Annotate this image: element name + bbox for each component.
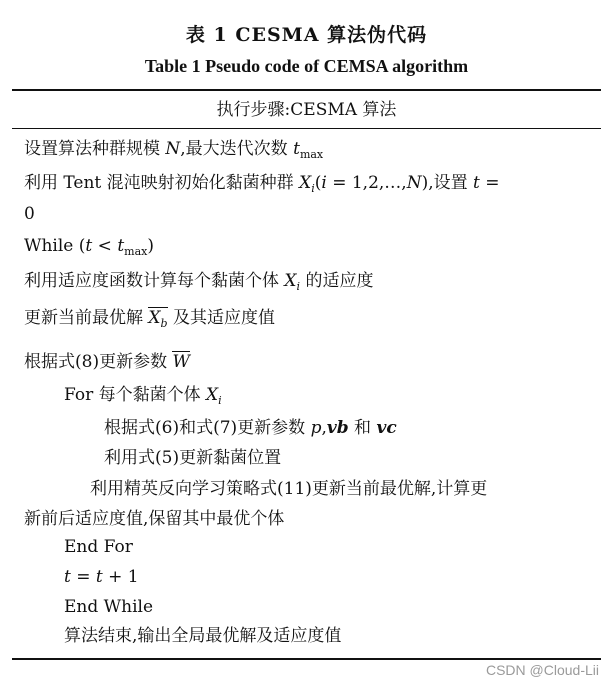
top-rule: [12, 89, 601, 91]
code-line-1: 设置算法种群规模 N,最大迭代次数 $t_{max}$: [24, 139, 324, 161]
code-line-fitness: 利用适应度函数计算每个黏菌个体 $X_i$ 的适应度: [24, 271, 374, 293]
code-line-end-while: End While: [64, 597, 154, 617]
table-title-english: Table 1 Pseudo code of CEMSA algorithm: [144, 56, 469, 76]
code-line-2: 利用 Tent 混沌映射初始化黏菌种群 $X_i(i$ = 1,2,…,N),设置 t =: [24, 173, 500, 195]
table-header: 执行步骤:CESMA 算法: [216, 100, 397, 120]
watermark: CSDN @Cloud-Lii: [485, 662, 599, 678]
code-line-increment: t = t + 1: [64, 567, 139, 587]
code-line-update-w: 根据式(8)更新参数 W: [24, 352, 190, 372]
code-line-while: While $(t < t_{max})$: [24, 236, 154, 258]
code-line-update-best: 更新当前最优解 $X_b$ 及其适应度值: [24, 307, 275, 333]
code-line-end-for: End For: [64, 537, 133, 557]
code-line-3: 0: [24, 204, 35, 224]
bottom-rule: [12, 658, 601, 660]
code-line-elite-1: 利用精英反向学习策略式(11)更新当前最优解,计算更: [90, 479, 488, 499]
code-line-update-position: 利用式(5)更新黏菌位置: [104, 448, 282, 468]
code-line-for: For 每个黏菌个体 $X_i$: [64, 385, 222, 407]
code-line-update-params: 根据式(6)和式(7)更新参数 p,vb 和 vc: [104, 418, 397, 438]
header-rule: [12, 128, 601, 129]
table-title-chinese: 表 1 CESMA 算法伪代码: [185, 24, 428, 46]
code-line-elite-2: 新前后适应度值,保留其中最优个体: [24, 509, 285, 529]
code-line-end: 算法结束,输出全局最优解及适应度值: [64, 626, 342, 646]
